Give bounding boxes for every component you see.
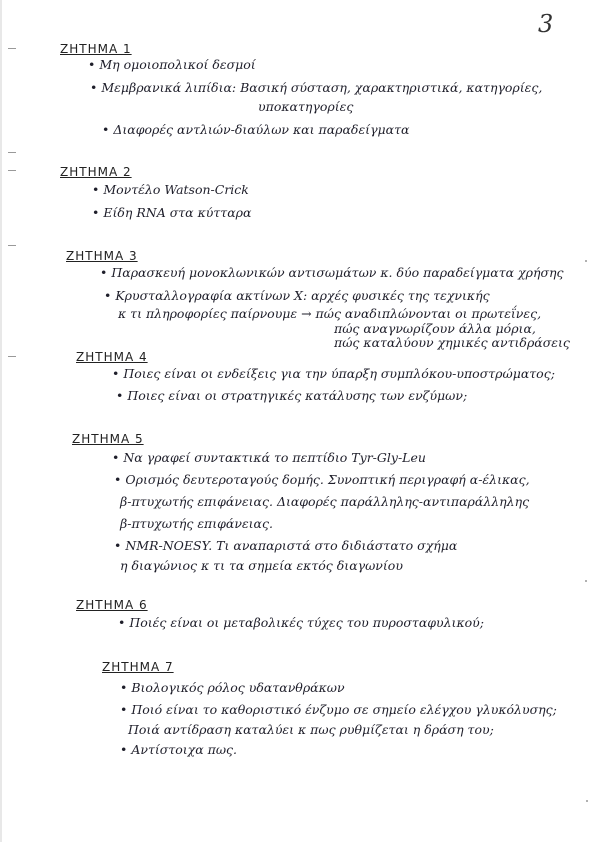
margin-mark — [8, 356, 16, 357]
topic-3-line-4: πώς αναγνωρίζουν άλλα μόρια, — [334, 321, 536, 336]
topic-5-line-1: • Να γραφεί συντακτικά το πεπτίδιο Tyr-Gly-Leu — [112, 450, 426, 465]
topic-1-line-3: υποκατηγορίες — [258, 99, 354, 114]
margin-mark — [8, 152, 16, 153]
topic-5-line-6: η διαγώνιος κ τι τα σημεία εκτός διαγωνίου — [120, 558, 403, 573]
topic-4-line-1: • Ποιες είναι οι ενδείξεις για την ύπαρξη συμπλόκου-υποστρώματος; — [112, 366, 555, 381]
topic-4-line-2: • Ποιες είναι οι στρατηγικές κατάλυσης των ενζύμων; — [116, 388, 468, 403]
topic-7-line-2: • Ποιό είναι το καθοριστικό ένζυμο σε σημείο ελέγχου γλυκόλυσης; — [120, 702, 557, 717]
topic-2-heading: ΖΗΤΗΜΑ 2 — [60, 165, 132, 179]
topic-1-line-2: • Μεμβρανικά λιπίδια: Βασική σύσταση, χαρακτηριστικά, κατηγορίες, — [90, 80, 543, 95]
scan-speck — [586, 800, 588, 802]
topic-5-line-5: • NMR-NOESY. Τι αναπαριστά στο διδιάστατο σχήμα — [114, 538, 458, 553]
scan-speck — [585, 260, 587, 262]
topic-7-heading: ΖΗΤΗΜΑ 7 — [102, 660, 174, 674]
topic-6-heading: ΖΗΤΗΜΑ 6 — [76, 598, 148, 612]
topic-3-line-5: πώς καταλύουν χημικές αντιδράσεις — [334, 335, 570, 350]
topic-6-line-1: • Ποιές είναι οι μεταβολικές τύχες του πυροσταφυλικού; — [118, 615, 484, 630]
topic-5-line-2: • Ορισμός δευτεροταγούς δομής. Συνοπτική περιγραφή α-έλικας, — [114, 472, 530, 487]
page-number: 3 — [538, 10, 554, 38]
margin-mark — [8, 245, 16, 246]
topic-1-heading: ΖΗΤΗΜΑ 1 — [60, 42, 132, 56]
scan-edge — [0, 0, 2, 842]
topic-1-line-1: • Μη ομοιοπολικοί δεσμοί — [88, 57, 256, 72]
margin-mark — [8, 170, 16, 171]
topic-2-line-1: • Μοντέλο Watson-Crick — [92, 182, 249, 197]
topic-3-heading: ΖΗΤΗΜΑ 3 — [66, 249, 138, 263]
topic-5-heading: ΖΗΤΗΜΑ 5 — [72, 432, 144, 446]
scan-speck — [585, 580, 587, 582]
topic-5-line-3: β-πτυχωτής επιφάνειας. Διαφορές παράλληλης-αντιπαράλληλης — [120, 494, 530, 509]
topic-4-heading: ΖΗΤΗΜΑ 4 — [76, 350, 148, 364]
topic-3-line-2: • Κρυσταλλογραφία ακτίνων Χ: αρχές φυσικές της τεχνικής — [104, 288, 490, 303]
topic-7-line-3: Ποιά αντίδραση καταλύει κ πως ρυθμίζεται η δράση του; — [128, 722, 494, 737]
margin-mark — [8, 48, 16, 49]
topic-7-line-1: • Βιολογικός ρόλος υδατανθράκων — [120, 680, 345, 695]
topic-3-line-1: • Παρασκευή μονοκλωνικών αντισωμάτων κ. δύο παραδείγματα χρήσης — [100, 265, 564, 280]
topic-3-line-3: κ τι πληροφορίες παίρνουμε → πώς αναδιπλώνονται οι πρωτεΐνες, — [118, 306, 542, 321]
topic-7-line-4: • Αντίστοιχα πως. — [120, 742, 238, 757]
topic-1-line-4: • Διαφορές αντλιών-διαύλων και παραδείγματα — [102, 122, 410, 137]
topic-5-line-4: β-πτυχωτής επιφάνειας. — [120, 516, 273, 531]
topic-2-line-2: • Είδη RNA στα κύτταρα — [92, 205, 252, 220]
